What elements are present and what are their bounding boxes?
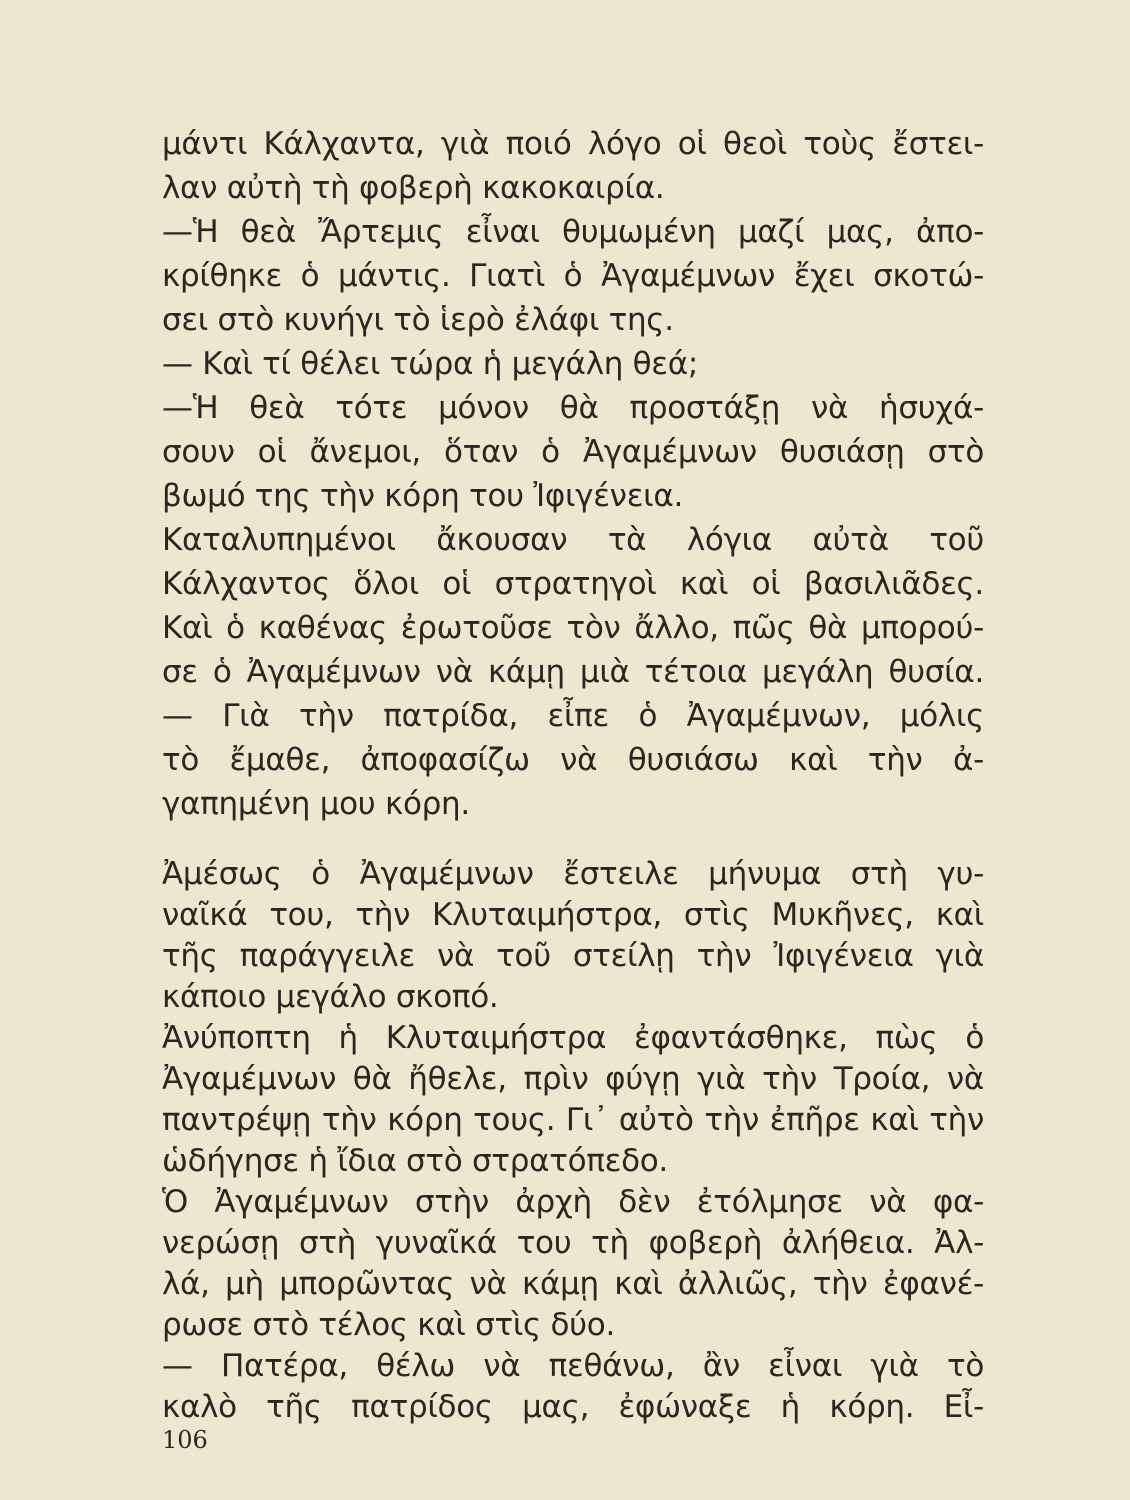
- text-line: Ἀμέσως ὁ Ἀγαμέμνων ἔστειλε μήνυμα στὴ γυ-: [162, 856, 984, 892]
- text-line: ρωσε στὸ τέλος καὶ στὶς δύο.: [162, 1307, 616, 1343]
- text-line: Καταλυπημένοι ἄκουσαν τὰ λόγια αὐτὰ τοῦ: [162, 522, 984, 558]
- text-line: Ἀγαμέμνων θὰ ἤθελε, πρὶν φύγῃ γιὰ τὴν Τροία, νὰ: [162, 1061, 984, 1097]
- text-line: κρίθηκε ὁ μάντις. Γιατὶ ὁ Ἀγαμέμνων ἔχει σκοτώ-: [162, 258, 984, 294]
- text-line: τὸ ἔμαθε, ἀποφασίζω νὰ θυσιάσω καὶ τὴν ἀ-: [162, 742, 984, 778]
- text-line: λά, μὴ μπορῶντας νὰ κάμῃ καὶ ἀλλιῶς, τὴν ἐφανέ-: [162, 1266, 984, 1302]
- text-line: μάντι Κάλχαντα, γιὰ ποιό λόγο οἱ θεοὶ τοὺς ἔστει-: [162, 126, 984, 162]
- text-line: — Καὶ τί θέλει τώρα ἡ μεγάλη θεά;: [162, 346, 699, 382]
- text-line: ὡδήγησε ἡ ἴδια στὸ στρατόπεδο.: [162, 1143, 668, 1179]
- text-line: — Πατέρα, θέλω νὰ πεθάνω, ἂν εἶναι γιὰ τὸ: [162, 1348, 984, 1384]
- text-line: τῆς παράγγειλε νὰ τοῦ στείλῃ τὴν Ἰφιγένεια γιὰ: [162, 938, 984, 974]
- text-line: — Γιὰ τὴν πατρίδα, εἶπε ὁ Ἀγαμέμνων, μόλις: [162, 698, 984, 734]
- text-line: —Ἡ θεὰ Ἄρτεμις εἶναι θυμωμένη μαζί μας, ἀπο-: [162, 214, 984, 250]
- page-number: 106: [162, 1426, 208, 1454]
- text-line: Κάλχαντος ὅλοι οἱ στρατηγοὶ καὶ οἱ βασιλιᾶδες.: [162, 566, 984, 602]
- text-line: λαν αὐτὴ τὴ φοβερὴ κακοκαιρία.: [162, 170, 665, 206]
- text-line: νερώσῃ στὴ γυναῖκά του τὴ φοβερὴ ἀλήθεια. Ἀλ-: [162, 1225, 984, 1261]
- text-line: γαπημένη μου κόρη.: [162, 786, 470, 822]
- text-line: Ἀνύποπτη ἡ Κλυταιμήστρα ἐφαντάσθηκε, πὼς ὁ: [162, 1020, 984, 1056]
- text-line: παντρέψῃ τὴν κόρη τους. Γι᾽ αὐτὸ τὴν ἐπῆρε καὶ τὴν: [162, 1102, 984, 1138]
- text-line: βωμό της τὴν κόρη του Ἰφιγένεια.: [162, 478, 684, 514]
- text-line: Καὶ ὁ καθένας ἐρωτοῦσε τὸν ἄλλο, πῶς θὰ μπορού-: [162, 610, 984, 646]
- text-line: καλὸ τῆς πατρίδος μας, ἐφώναξε ἡ κόρη. Εἶ-: [162, 1389, 984, 1425]
- text-line: —Ἡ θεὰ τότε μόνον θὰ προστάξῃ νὰ ἡσυχά-: [162, 390, 984, 426]
- text-line: Ὁ Ἀγαμέμνων στὴν ἀρχὴ δὲν ἐτόλμησε νὰ φα-: [162, 1184, 984, 1220]
- text-line: σει στὸ κυνήγι τὸ ἱερὸ ἐλάφι της.: [162, 302, 674, 338]
- text-line: σουν οἱ ἄνεμοι, ὅταν ὁ Ἀγαμέμνων θυσιάσῃ στὸ: [162, 434, 984, 470]
- text-line: κάποιο μεγάλο σκοπό.: [162, 979, 499, 1015]
- text-line: ναῖκά του, τὴν Κλυταιμήστρα, στὶς Μυκῆνες, καὶ: [162, 897, 984, 933]
- text-line: σε ὁ Ἀγαμέμνων νὰ κάμῃ μιὰ τέτοια μεγάλη θυσία.: [162, 654, 984, 690]
